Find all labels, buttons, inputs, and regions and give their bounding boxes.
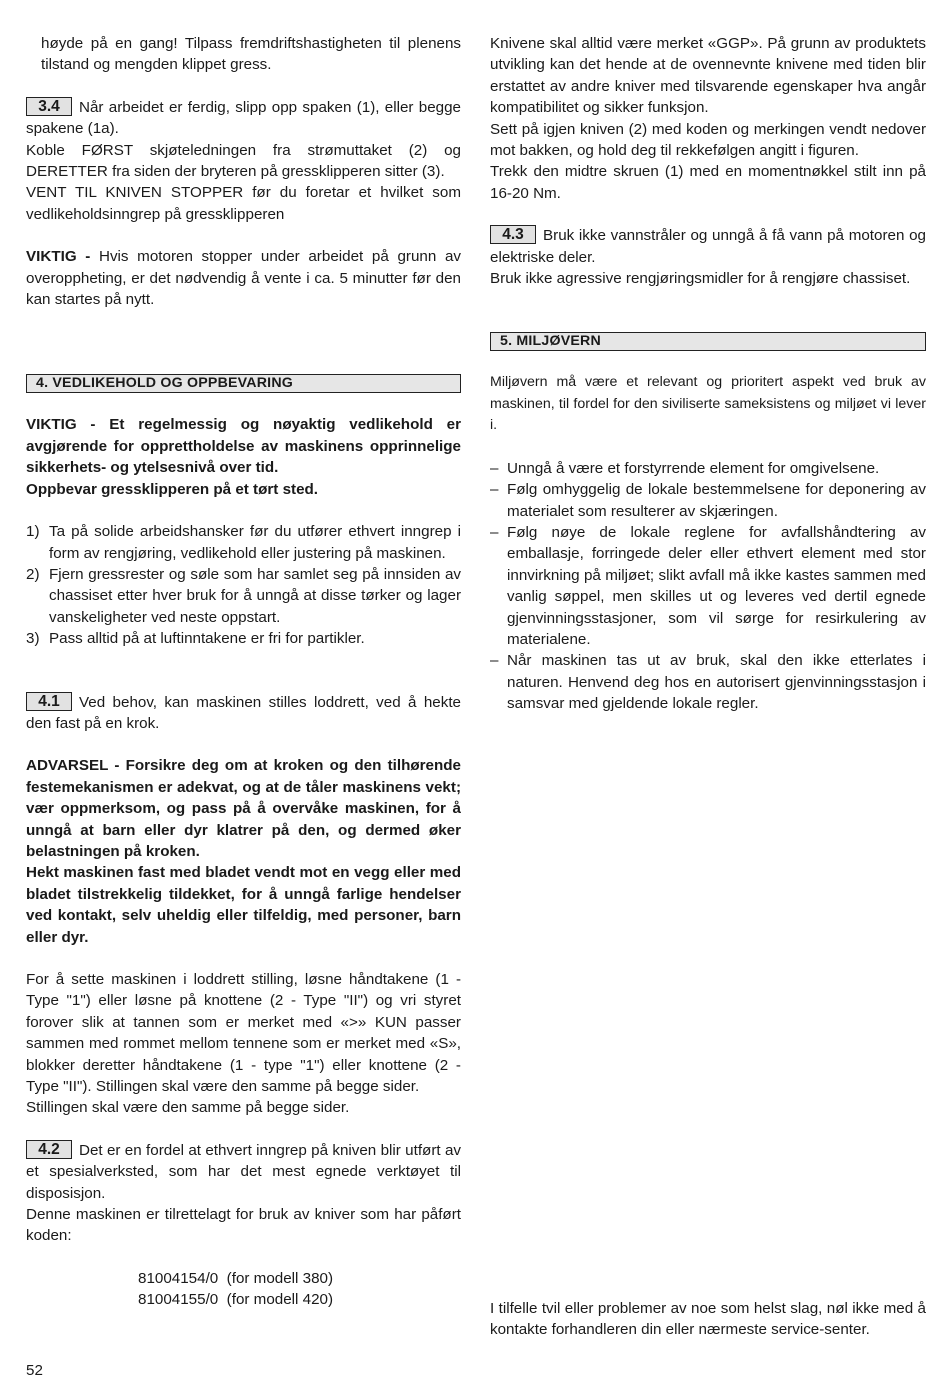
list-item: – Følg omhyggelig de lokale bestemmelsene for deponering av materialet som resulterer av skjæringen. bbox=[490, 481, 926, 520]
left-column bbox=[26, 33, 461, 1311]
section-4-3-badge: 4.3 bbox=[490, 225, 536, 244]
blade-marking-paragraph: Knivene skal alltid være merket «GGP». På grunn av produktets utvikling kan det hende at de ovennevnte knivene med tiden blir erstattet av andre kniver med tilsvarende egenskaper hva angår kompatibilitet og sikker funksjon. bbox=[490, 35, 926, 117]
support-footer-note: I tilfelle tvil eller problemer av noe som helst slag, nøl ikke med å kontakte forhandleren din eller nærmeste service-senter. bbox=[490, 1300, 926, 1339]
intro-paragraph: høyde på en gang! Tilpass fremdriftshastigheten til plenens tilstand og mengden klippet gress. bbox=[41, 35, 461, 74]
list-item: 2) Fjern gressrester og søle som har samlet seg på innsiden av chassiset etter hver bruk for å unngå at disse tørker og lager vanskeligheter ved neste oppstart. bbox=[26, 565, 461, 626]
advarsel-warning: ADVARSEL - Forsikre deg om at kroken og den tilhørende festemekanismen er adekvat, og at de tåler maskinens vekt; vær oppmerksom, og pass på å overvåke maskinen, for å unngå at barn eller dyr klatrer på den, og dermed øker belastningen på kroken. bbox=[26, 757, 461, 860]
storage-note: Oppbevar gressklipperen på et tørt sted. bbox=[26, 480, 319, 498]
section-3-4-line2: Koble FØRST skjøteledningen fra strømuttaket (2) og DERETTER fra siden der bryteren på gressklipperen sitter (3). bbox=[26, 141, 461, 181]
blade-code-intro: Denne maskinen er tilrettelagt for bruk av kniver som har påført koden: bbox=[26, 1206, 461, 1245]
viktig-label: VIKTIG - bbox=[26, 248, 91, 266]
section-4-2-text: 4.2 Det er en fordel at ethvert inngrep på kniven blir utført av et spesialverksted, som har det mest egnede verktøyet til disposisjon. bbox=[26, 1140, 461, 1202]
section-4-2-badge: 4.2 bbox=[26, 1140, 72, 1159]
section-3-4-line1: Når arbeidet er ferdig, slipp opp spaken (1), eller begge spakene (1a). bbox=[26, 98, 461, 138]
list-item: – Unngå å være et forstyrrende element for omgivelsene. bbox=[490, 459, 880, 477]
vertical-position-note: Stillingen skal være den samme på begge sider. bbox=[26, 1099, 350, 1117]
section-5-heading: 5. MILJØVERN bbox=[490, 332, 926, 351]
cleaning-note: Bruk ikke agressive rengjøringsmidler for å rengjøre chassiset. bbox=[490, 270, 911, 288]
section-4-heading: 4. VEDLIKEHOLD OG OPPBEVARING bbox=[26, 374, 461, 393]
page-number: 52 bbox=[26, 1362, 43, 1379]
environment-list bbox=[490, 458, 926, 715]
blade-code-380: 81004154/0 (for modell 380) bbox=[138, 1269, 334, 1287]
list-item: – Når maskinen tas ut av bruk, skal den ikke etterlates i naturen. Henvend deg hos en autorisert gjenvinningsstasjon i samsvar med gjeldende lokale regler. bbox=[490, 652, 926, 713]
list-item: – Følg nøye de lokale reglene for avfallshåndtering av emballasje, forringede deler eller ethvert element med stor innvirkning på miljøet; slikt avfall må ikke kastes sammen med vanlig søppel, men skilles ut og leveres ved dertil egnede gjenvinningsstasjoner, som vil sørge for resirkulering av materialene. bbox=[490, 523, 926, 648]
section-3-4-badge: 3.4 bbox=[26, 97, 72, 116]
right-column bbox=[490, 33, 926, 715]
viktig-text: Hvis motoren stopper under arbeidet på grunn av overoppheting, er det nødvendig å vente i ca. 5 minutter før den kan startes på nytt. bbox=[26, 248, 461, 309]
vertical-position-paragraph: For å sette maskinen i loddrett stilling, løsne håndtakene (1 - Type "1") eller løsne på knottene (2 - Type "II") og vri styret forover slik at tannen som er merket med «>» KUN passer sammen med rommet mellom tennene som er merket med «S», blokker deretter håndtakene (1 - type "1") eller knottene (2 - Type "II"). Stillingen skal være den samme på begge sider. bbox=[26, 971, 461, 1096]
environment-intro: Miljøvern må være et relevant og prioritert aspekt ved bruk av maskinen, til fordel for den siviliserte sameksistens og miljøet vi lever i. bbox=[490, 374, 926, 434]
viktig-paragraph bbox=[26, 246, 461, 310]
maintenance-list bbox=[26, 521, 461, 649]
blade-code-420: 81004155/0 (for modell 420) bbox=[138, 1291, 334, 1309]
blade-refit-paragraph: Sett på igjen kniven (2) med koden og merkingen vendt nedover mot bakken, og hold deg til rekkefølgen angitt i figuren. bbox=[490, 120, 926, 160]
section-3-4-text bbox=[26, 97, 461, 140]
torque-paragraph: Trekk den midtre skruen (1) med en momentnøkkel stilt inn på 16-20 Nm. bbox=[490, 163, 926, 202]
section-3-4-line3: VENT TIL KNIVEN STOPPER før du foretar et hvilket som vedlikeholdsinngrep på gressklipperen bbox=[26, 184, 461, 223]
viktig-maintenance-warning: VIKTIG - Et regelmessig og nøyaktig vedlikehold er avgjørende for opprettholdelse av maskinens opprinnelige sikkerhets- og ytelsesnivå over tid. bbox=[26, 416, 461, 477]
list-item: 3) Pass alltid på at luftinntakene er fri for partikler. bbox=[26, 630, 365, 648]
list-item: 1) Ta på solide arbeidshansker før du utfører ethvert inngrep i form av rengjøring, vedlikehold eller justering på maskinen. bbox=[26, 523, 461, 562]
section-4-1-badge: 4.1 bbox=[26, 692, 72, 711]
section-4-3-text: 4.3 Bruk ikke vannstråler og unngå å få vann på motoren og elektriske deler. bbox=[490, 226, 926, 266]
section-4-1-text: 4.1 Ved behov, kan maskinen stilles loddrett, ved å hekte den fast på en krok. bbox=[26, 692, 461, 732]
hook-instruction: Hekt maskinen fast med bladet vendt mot en vegg eller med bladet tilstrekkelig tildekket, for å unngå farlige hendelser ved kontakt, selv uheldig eller tilfeldig, med personer, barn eller dyr. bbox=[26, 864, 461, 946]
